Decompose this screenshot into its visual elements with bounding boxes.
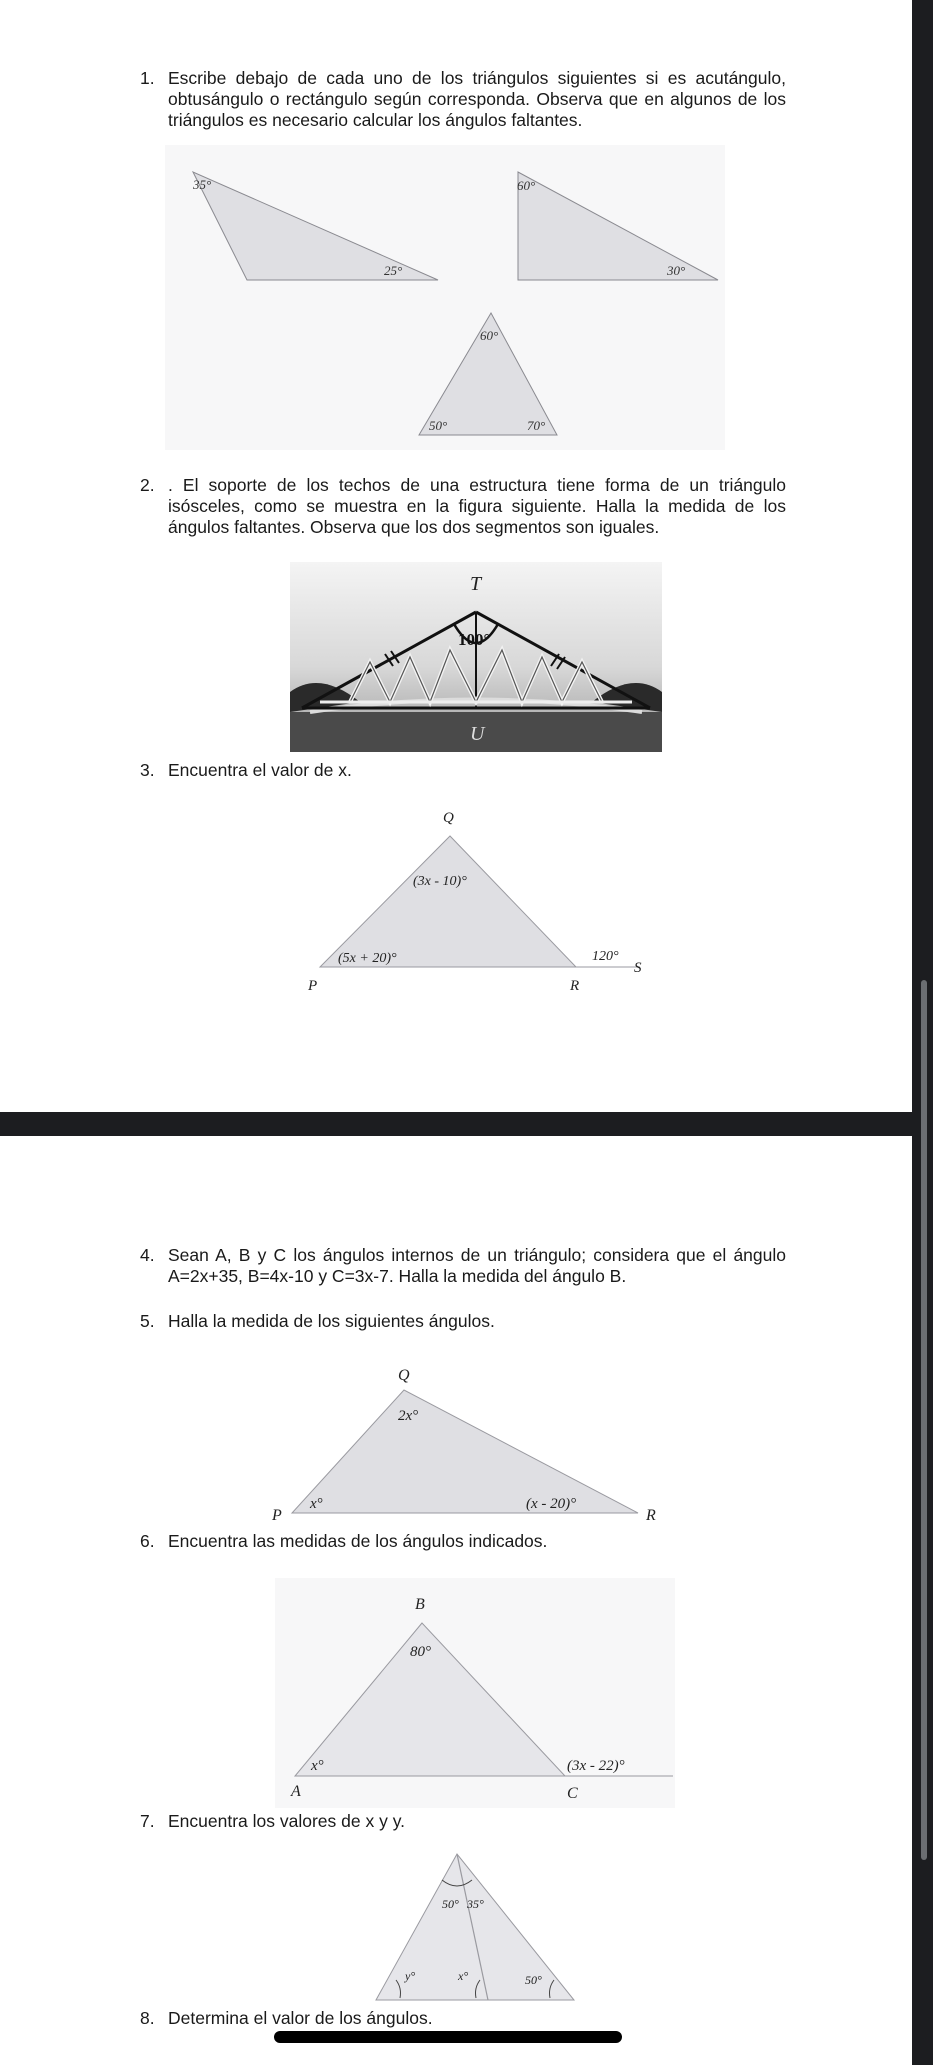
question-number: 6.	[140, 1531, 155, 1551]
question-text: Halla la medida de los siguientes ángulos.	[168, 1311, 495, 1331]
question-text: Determina el valor de los ángulos.	[168, 2008, 433, 2028]
question-1	[140, 68, 786, 131]
question-3	[140, 760, 786, 781]
vertex-label-c: C	[567, 1785, 578, 1802]
question-text: Encuentra las medidas de los ángulos indicados.	[168, 1531, 548, 1551]
page-separator	[0, 1112, 912, 1136]
question-5	[140, 1311, 786, 1332]
angle-label: 2x°	[398, 1408, 419, 1424]
vertex-label-r: R	[646, 1507, 656, 1524]
question-number: 7.	[140, 1811, 155, 1831]
question-text: Escribe debajo de cada uno de los triángulos siguientes si es acutángulo, obtusángulo o rectángulo según corresponda. Observa que en algunos de los triángulos es necesario calcular los ángulos faltantes.	[168, 68, 786, 130]
home-indicator[interactable]	[274, 2031, 622, 2043]
question-text: Encuentra el valor de x.	[168, 760, 352, 780]
angle-label: 35°	[193, 177, 212, 192]
question-number: 1.	[140, 68, 155, 88]
angle-label: 100°	[458, 630, 491, 649]
angle-label: x°	[458, 1969, 469, 1983]
vertex-label-q: Q	[443, 810, 454, 826]
angle-label: 60°	[480, 328, 499, 343]
question-number: 8.	[140, 2008, 155, 2028]
angle-label: 35°	[467, 1897, 484, 1911]
angle-label: x°	[310, 1496, 323, 1512]
triangle-pqr	[320, 836, 576, 967]
question-7	[140, 1811, 786, 1832]
angle-label: 70°	[527, 418, 546, 433]
angle-label: 30°	[667, 263, 686, 278]
figure-triangle-xy	[370, 1848, 580, 2003]
vertex-label-u: U	[470, 723, 485, 745]
angle-label: x°	[311, 1758, 324, 1774]
angle-label: (3x - 22)°	[567, 1758, 625, 1774]
question-text: Encuentra los valores de x y y.	[168, 1811, 406, 1831]
angle-label: 60°	[517, 178, 536, 193]
vertex-label-b: B	[415, 1596, 425, 1613]
angle-label: 50°	[442, 1897, 459, 1911]
figure-triangle-pqr	[300, 800, 650, 1000]
vertex-label-s: S	[634, 960, 642, 976]
angle-label: 50°	[429, 418, 448, 433]
angle-label: 80°	[410, 1644, 431, 1660]
angle-label: (5x + 20)°	[338, 951, 397, 966]
figure-triangle-pqr-2	[268, 1358, 678, 1533]
scrollbar-thumb[interactable]	[921, 980, 927, 1860]
angle-label: (x - 20)°	[526, 1496, 577, 1512]
angle-label: 50°	[525, 1973, 542, 1987]
vertex-label-p: P	[272, 1507, 282, 1524]
question-text: . El soporte de los techos de una estructura tiene forma de un triángulo isósceles, como se muestra en la figura siguiente. Halla la medida de los ángulos faltantes. Observa que los dos segmentos son iguales.	[168, 475, 786, 537]
vertex-label-a: A	[291, 1783, 301, 1800]
figure-triangle-abc	[275, 1578, 675, 1808]
vertex-label-p: P	[308, 978, 318, 994]
question-8	[140, 2008, 786, 2029]
question-number: 2.	[140, 475, 155, 495]
angle-label: 25°	[384, 263, 403, 278]
figure-triangles-1	[165, 145, 725, 450]
angle-label: (3x - 10)°	[413, 874, 467, 889]
question-number: 4.	[140, 1245, 155, 1265]
question-number: 5.	[140, 1311, 155, 1331]
question-6	[140, 1531, 786, 1552]
question-number: 3.	[140, 760, 155, 780]
vertex-label-r: R	[570, 978, 580, 994]
question-2	[140, 475, 786, 538]
figure-roof-truss	[290, 562, 662, 752]
question-text: Sean A, B y C los ángulos internos de un triángulo; considera que el ángulo A=2x+35, B=4x-10 y C=3x-7. Halla la medida del ángulo B.	[168, 1245, 786, 1286]
angle-label: y°	[405, 1969, 416, 1983]
vertex-label-q: Q	[398, 1367, 410, 1384]
vertex-label-t: T	[470, 573, 482, 595]
question-4	[140, 1245, 786, 1287]
triangle-pqr	[292, 1390, 638, 1513]
angle-label: 120°	[592, 949, 619, 964]
